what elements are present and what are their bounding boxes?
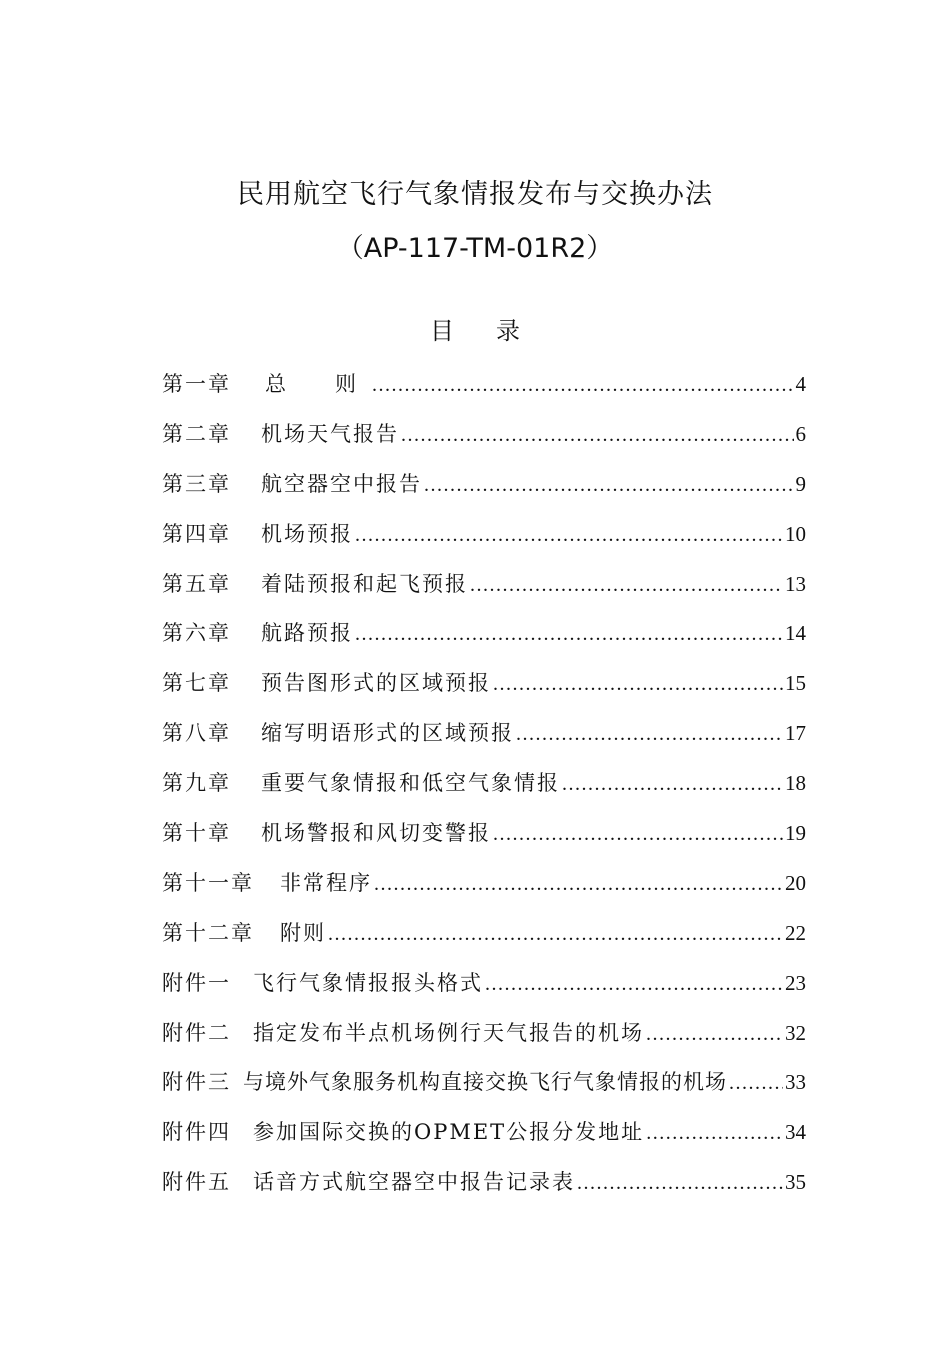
toc-entry-label: 第十一章 — [162, 870, 254, 895]
toc-entry-chapter-8[interactable] — [162, 715, 806, 765]
toc-entry-label: 第一章 — [162, 372, 231, 396]
toc-entry-page: 17 — [785, 721, 806, 746]
toc-entry-label: 第十章 — [162, 821, 231, 846]
toc-entry-label: 第八章 — [162, 721, 231, 746]
toc-entry-page: 9 — [795, 471, 806, 496]
toc-entry-attachment-1[interactable] — [162, 965, 806, 1015]
toc-entry-page: 15 — [785, 671, 806, 696]
dot-leader — [401, 416, 794, 452]
toc-entry-label: 第九章 — [162, 771, 231, 796]
toc-entry-chapter-6[interactable] — [162, 615, 806, 665]
toc-entry-title: 总 则 — [265, 372, 370, 396]
toc-entry-label: 附件二 — [162, 1020, 231, 1045]
toc-entry-chapter-11[interactable] — [162, 865, 806, 915]
toc-entry-title: 着陆预报和起飞预报 — [261, 571, 468, 596]
dot-leader — [355, 516, 783, 552]
toc-entry-page: 19 — [785, 821, 806, 846]
toc-entry-title: 参加国际交换的OPMET公报分发地址 — [253, 1120, 645, 1145]
toc-entry-chapter-2[interactable] — [162, 416, 806, 466]
toc-entry-title: 非常程序 — [280, 870, 372, 895]
toc-entry-title: 机场预报 — [261, 521, 353, 546]
toc-entry-page: 34 — [785, 1120, 806, 1145]
toc-entry-page: 20 — [785, 870, 806, 895]
toc-entry-label: 附件一 — [162, 970, 231, 995]
toc-entry-label: 第三章 — [162, 471, 231, 496]
toc-entry-page: 33 — [785, 1070, 806, 1095]
toc-entry-chapter-7[interactable] — [162, 665, 806, 715]
toc-entry-label: 第七章 — [162, 671, 231, 696]
dot-leader — [646, 1015, 783, 1051]
toc-entry-title: 航路预报 — [261, 621, 353, 646]
toc-entry-chapter-3[interactable] — [162, 466, 806, 516]
dot-leader — [485, 965, 783, 1001]
toc-entry-label: 第四章 — [162, 521, 231, 546]
toc-entry-chapter-10[interactable] — [162, 815, 806, 865]
dot-leader — [516, 715, 783, 751]
toc-entry-page: 10 — [785, 521, 806, 546]
toc-entry-page: 22 — [785, 920, 806, 945]
toc-entry-page: 14 — [785, 621, 806, 646]
toc-entry-title: 缩写明语形式的区域预报 — [261, 721, 514, 746]
dot-leader — [562, 765, 783, 801]
toc-entry-title: 与境外气象服务机构直接交换飞行气象情报的机场 — [243, 1070, 727, 1095]
toc-entry-title: 机场天气报告 — [261, 421, 399, 446]
toc-entry-chapter-12[interactable] — [162, 915, 806, 965]
toc-entry-label: 附件五 — [162, 1170, 231, 1195]
toc-entry-page: 35 — [785, 1170, 806, 1195]
toc-entry-attachment-5[interactable] — [162, 1164, 806, 1214]
toc-entry-label: 第十二章 — [162, 920, 254, 945]
toc-heading: 目录 — [430, 317, 562, 345]
toc-entry-page: 6 — [795, 421, 806, 446]
toc-entry-label: 第六章 — [162, 621, 231, 646]
toc-entry-attachment-2[interactable] — [162, 1015, 806, 1065]
toc-entry-attachment-4[interactable] — [162, 1114, 806, 1164]
toc-entry-chapter-4[interactable] — [162, 516, 806, 566]
toc-entry-chapter-5[interactable] — [162, 566, 806, 616]
document-code: （AP-117-TM-01R2） — [336, 233, 614, 264]
toc-entry-page: 32 — [785, 1020, 806, 1045]
toc-entry-label: 附件四 — [162, 1120, 231, 1145]
toc-entry-chapter-1[interactable] — [162, 366, 806, 416]
dot-leader — [355, 615, 783, 651]
toc-entry-title: 附则 — [280, 920, 326, 945]
dot-leader — [493, 665, 783, 701]
toc-entry-page: 18 — [785, 771, 806, 796]
dot-leader — [372, 366, 794, 402]
toc-entry-label: 第五章 — [162, 571, 231, 596]
dot-leader — [577, 1164, 783, 1200]
toc-entry-title: 航空器空中报告 — [261, 471, 422, 496]
dot-leader — [328, 915, 783, 951]
toc-entry-title: 飞行气象情报报头格式 — [253, 970, 483, 995]
toc-entry-title: 机场警报和风切变警报 — [261, 821, 491, 846]
dot-leader — [374, 865, 783, 901]
document-title: 民用航空飞行气象情报发布与交换办法 — [237, 179, 713, 210]
toc-entry-label: 附件三 — [162, 1070, 231, 1095]
toc-entry-title: 重要气象情报和低空气象情报 — [261, 771, 560, 796]
table-of-contents — [162, 366, 806, 1214]
dot-leader — [424, 466, 794, 502]
dot-leader — [729, 1064, 783, 1100]
dot-leader — [470, 566, 783, 602]
toc-entry-page: 23 — [785, 970, 806, 995]
toc-entry-title: 指定发布半点机场例行天气报告的机场 — [253, 1020, 644, 1045]
toc-entry-label: 第二章 — [162, 421, 231, 446]
dot-leader — [493, 815, 783, 851]
toc-entry-chapter-9[interactable] — [162, 765, 806, 815]
toc-entry-attachment-3[interactable] — [162, 1064, 806, 1114]
dot-leader — [646, 1114, 783, 1150]
toc-entry-page: 4 — [795, 372, 806, 396]
toc-entry-page: 13 — [785, 571, 806, 596]
toc-entry-title: 话音方式航空器空中报告记录表 — [253, 1170, 575, 1195]
toc-entry-title: 预告图形式的区域预报 — [261, 671, 491, 696]
